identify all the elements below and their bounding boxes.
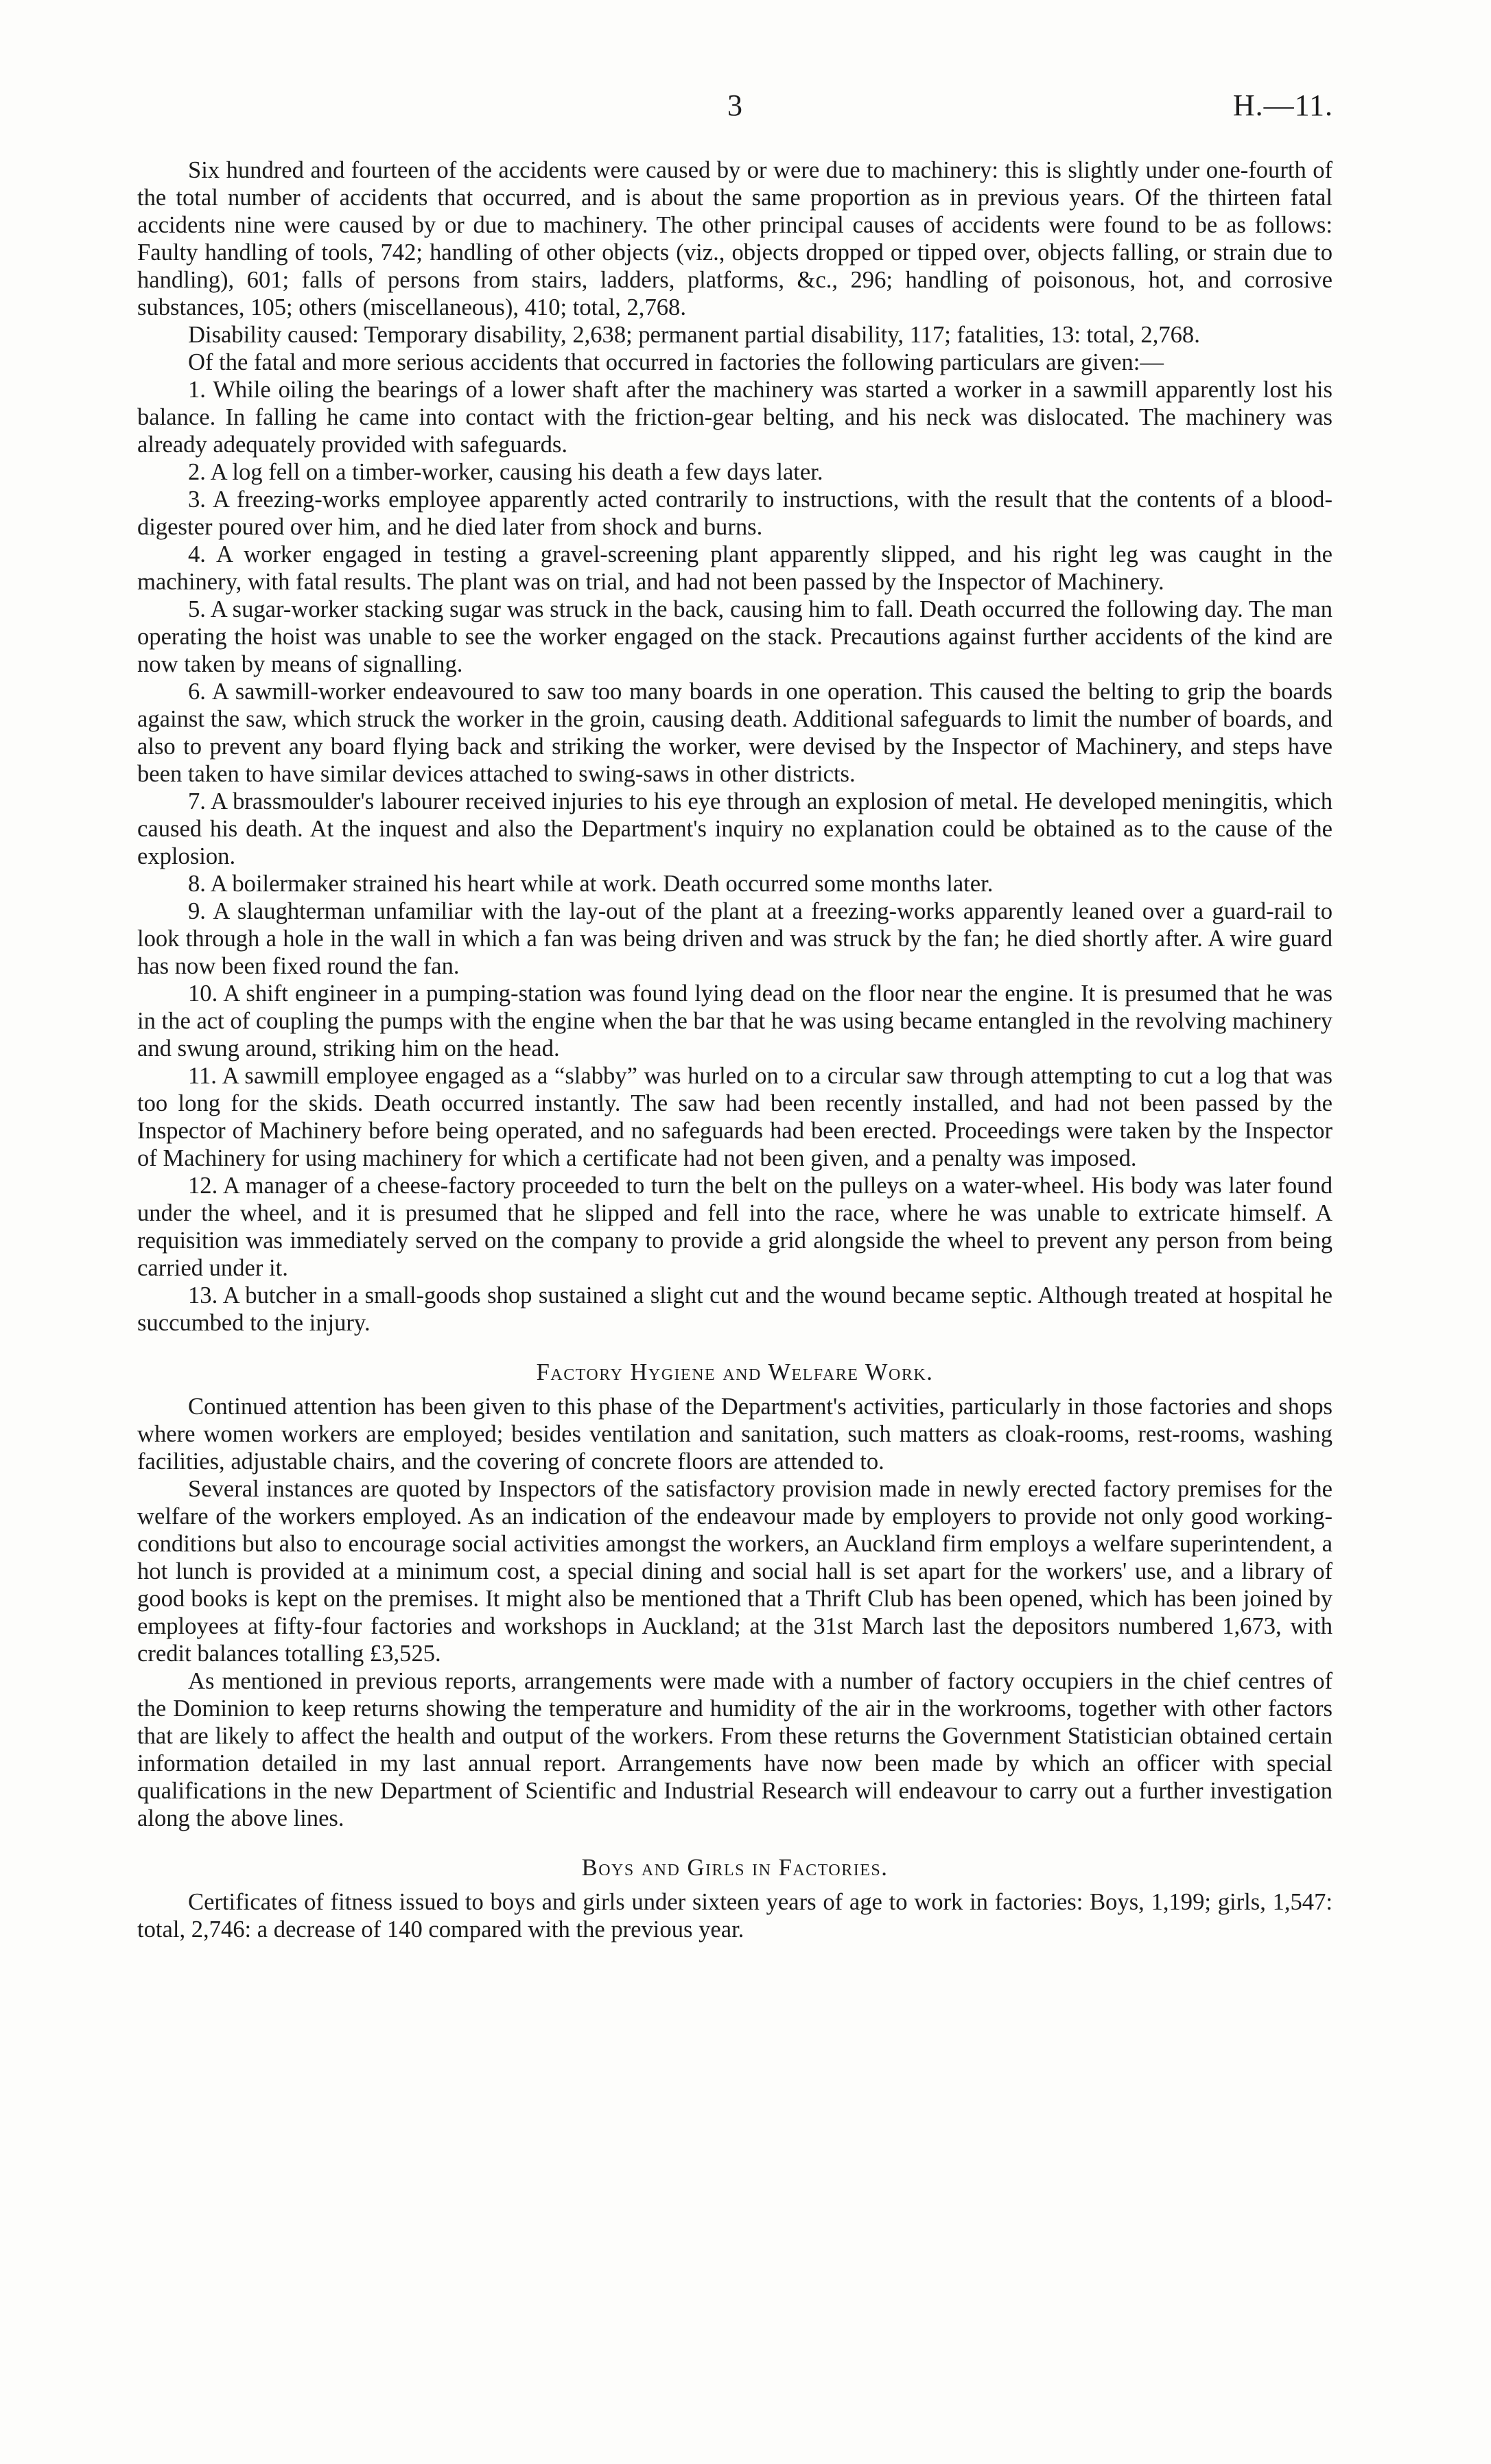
boys-girls-paragraph-1: Certificates of fitness issued to boys and girls under sixteen years of age to work in factories: Boys, 1,199; girls, 1,547: total, 2,746: a decrease of 140 compared with the previous year. xyxy=(137,1889,1332,1943)
body-text xyxy=(137,156,1332,1943)
accident-item-7: 7. A brassmoulder's labourer received injuries to his eye through an explosion of metal. He developed meningitis, which caused his death. At the inquest and also the Department's inquiry no explanation could be obtained as to the cause of the explosion. xyxy=(137,788,1332,869)
accident-item-12: 12. A manager of a cheese-factory proceeded to turn the belt on the pulleys on a water-wheel. His body was later found under the wheel, and it is presumed that he slipped and fell into the race, where he was unable to extricate himself. A requisition was immediately served on the company to provide a grid alongside the wheel to prevent any person from being carried under it. xyxy=(137,1173,1332,1281)
hygiene-paragraph-2: Several instances are quoted by Inspectors of the satisfactory provision made in newly erected factory premises for the welfare of the workers employed. As an indication of the endeavour made by employers to provide not only good working-conditions but also to encourage social activities amongst the workers, an Auckland firm employs a welfare superintendent, a hot lunch is provided at a minimum cost, a special dining and social hall is set apart for the workers' use, and a library of good books is kept on the premises. It might also be mentioned that a Thrift Club has been opened, which has been joined by employees at fifty-four factories and workshops in Auckland; at the 31st March last the depositors numbered 1,673, with credit balances totalling £3,525. xyxy=(137,1476,1332,1667)
accident-item-4: 4. A worker engaged in testing a gravel-screening plant apparently slipped, and his right leg was caught in the machinery, with fatal results. The plant was on trial, and had not been passed by the Inspector of Machinery. xyxy=(137,541,1332,595)
accident-item-2: 2. A log fell on a timber-worker, causing his death a few days later. xyxy=(188,459,823,485)
accident-item-5: 5. A sugar-worker stacking sugar was struck in the back, causing him to fall. Death occurred the following day. The man operating the hoist was unable to see the worker engaged on the stack. Precautions against further accidents of the kind are now taken by means of signalling. xyxy=(137,596,1332,677)
page-number: 3 xyxy=(727,89,743,122)
section-heading-hygiene: Factory Hygiene and Welfare Work. xyxy=(536,1359,934,1385)
accident-item-9: 9. A slaughterman unfamiliar with the lay-out of the plant at a freezing-works apparently leaned over a guard-rail to look through a hole in the wall in which a fan was being driven and was struck by the fan; he died shortly after. A wire guard has now been fixed round the fan. xyxy=(137,898,1332,979)
accident-item-11: 11. A sawmill employee engaged as a “slabby” was hurled on to a circular saw through attempting to cut a log that was too long for the skids. Death occurred instantly. The saw had been recently installed, and had not been passed by the Inspector of Machinery before being operated, and no safeguards had been erected. Proceedings were taken by the Inspector of Machinery for using machinery for which a certificate had not been given, and a penalty was imposed. xyxy=(137,1063,1332,1171)
page-header xyxy=(0,88,1491,136)
paragraph-disability-caused: Disability caused: Temporary disability, 2,638; permanent partial disability, 117; fatalities, 13: total, 2,768. xyxy=(188,322,1200,348)
accident-item-10: 10. A shift engineer in a pumping-station was found lying dead on the floor near the engine. It is presumed that he was in the act of coupling the pumps with the engine when the bar that he was using became entangled in the revolving machinery and swung around, striking him on the head. xyxy=(137,981,1332,1061)
document-reference: H.—11. xyxy=(1232,89,1333,122)
paragraph-accident-causes: Six hundred and fourteen of the accidents were caused by or were due to machinery: this is slightly under one-fourth of the total number of accidents that occurred, and is about the same proportion as in previous years. Of the thirteen fatal accidents nine were caused by or due to machinery. The other principal causes of accidents were found to be as follows: Faulty handling of tools, 742; handling of other objects (viz., objects dropped or tipped over, objects falling, or strain due to handling), 601; falls of persons from stairs, ladders, platforms, &c., 296; handling of poisonous, hot, and corrosive substances, 105; others (miscellaneous), 410; total, 2,768. xyxy=(137,157,1332,320)
accident-item-1: 1. While oiling the bearings of a lower shaft after the machinery was started a worker in a sawmill apparently lost his balance. In falling he came into contact with the friction-gear belting, and his neck was dislocated. The machinery was already adequately provided with safeguards. xyxy=(137,377,1332,458)
accident-item-13: 13. A butcher in a small-goods shop sustained a slight cut and the wound became septic. Although treated at hospital he succumbed to the injury. xyxy=(137,1282,1332,1336)
section-heading-boys-girls: Boys and Girls in Factories. xyxy=(581,1855,889,1881)
accident-item-6: 6. A sawmill-worker endeavoured to saw too many boards in one operation. This caused the belting to grip the boards against the saw, which struck the worker in the groin, causing death. Additional safeguards to limit the number of boards, and also to prevent any board flying back and striking the worker, were devised by the Inspector of Machinery, and steps have been taken to have similar devices attached to swing-saws in other districts. xyxy=(137,679,1332,787)
hygiene-paragraph-1: Continued attention has been given to this phase of the Department's activities, particularly in those factories and shops where women workers are employed; besides ventilation and sanitation, such matters as cloak-rooms, rest-rooms, washing facilities, adjustable chairs, and the covering of concrete floors are attended to. xyxy=(137,1394,1332,1475)
accident-item-8: 8. A boilermaker strained his heart while at work. Death occurred some months later. xyxy=(188,871,994,897)
hygiene-paragraph-3: As mentioned in previous reports, arrangements were made with a number of factory occupiers in the chief centres of the Dominion to keep returns showing the temperature and humidity of the air in the workrooms, together with other factors that are likely to affect the health and output of the workers. From these returns the Government Statistician obtained certain information detailed in my last annual report. Arrangements have now been made by which an officer with special qualifications in the new Department of Scientific and Industrial Research will endeavour to carry out a further investigation along the above lines. xyxy=(137,1668,1332,1831)
paragraph-particulars-intro: Of the fatal and more serious accidents that occurred in factories the following particulars are given:— xyxy=(188,349,1164,375)
accident-item-3: 3. A freezing-works employee apparently acted contrarily to instructions, with the result that the contents of a blood-digester poured over him, and he died later from shock and burns. xyxy=(137,486,1332,540)
